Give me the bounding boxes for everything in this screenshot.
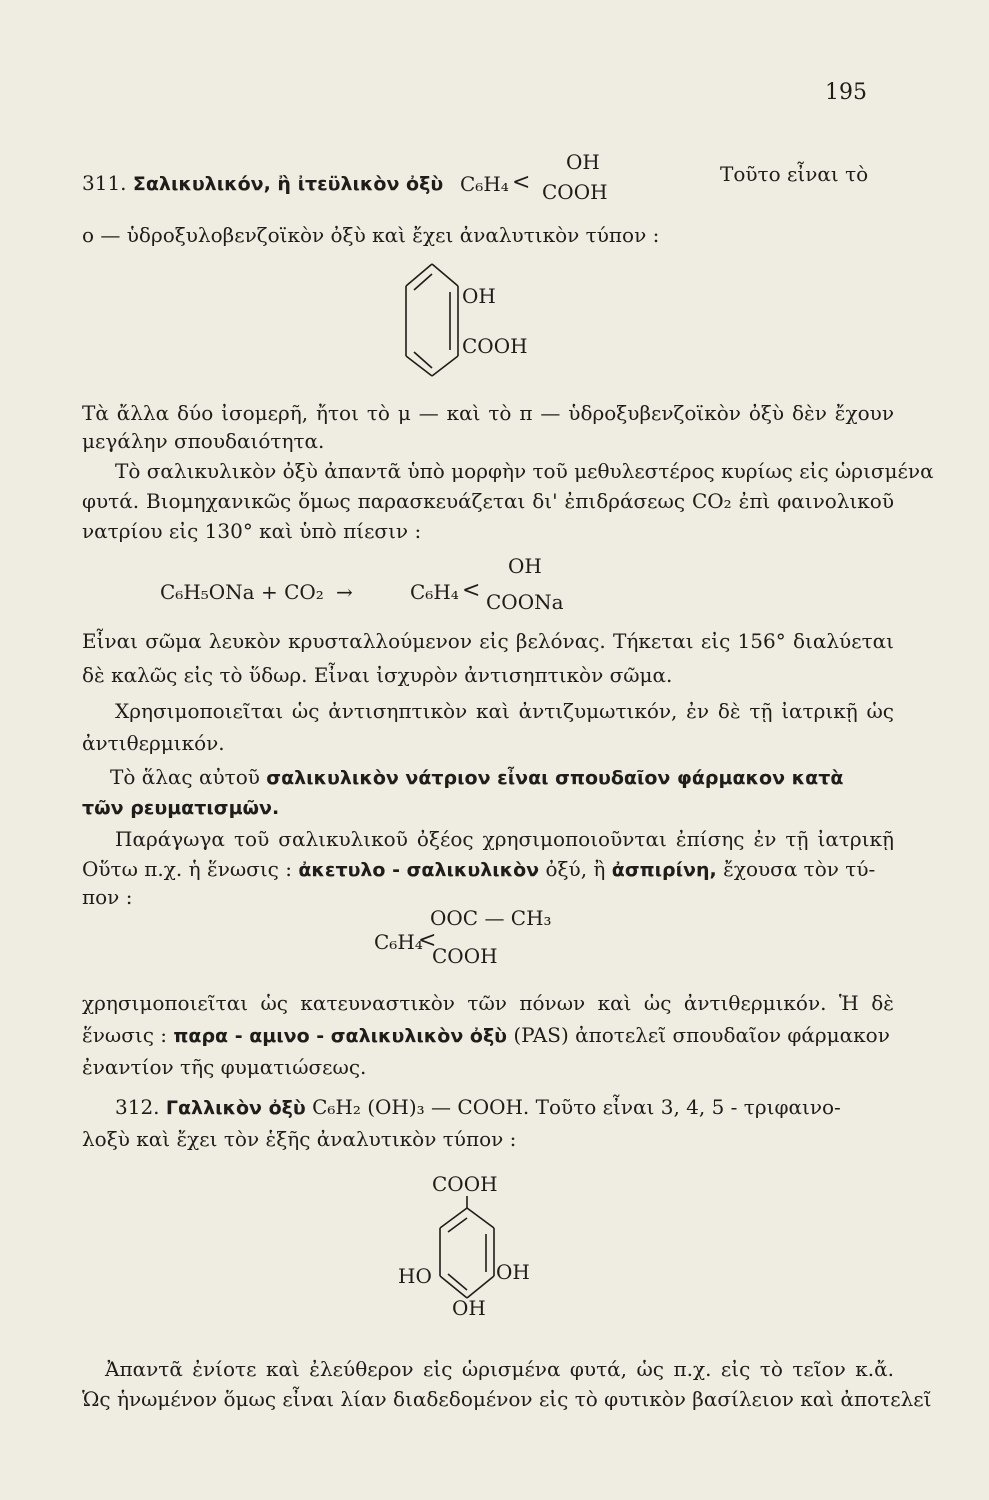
text-run: Οὕτω π.χ. ἡ ἕνωσις : bbox=[82, 857, 292, 881]
text-run: (PAS) ἀποτελεῖ σπουδαῖον φάρμακον bbox=[513, 1023, 890, 1047]
text-line bbox=[110, 764, 894, 791]
bold-run: παρα - αμινο - σαλικυλικὸν ὀξὺ bbox=[173, 1025, 508, 1047]
text-run: ἕνωσις : bbox=[82, 1023, 167, 1047]
bold-run: ἀκετυλο - σαλικυλικὸν bbox=[298, 859, 540, 881]
heading-after: Τοῦτο εἶναι 3, 4, 5 - τριφαινο- bbox=[535, 1095, 841, 1119]
gallic-oh-right: OH bbox=[496, 1260, 530, 1284]
equation-left: C₆H₅ONa + CO₂ bbox=[160, 580, 324, 604]
aspirin-bottom: COOH bbox=[432, 944, 498, 968]
section-title: Γαλλικὸν ὀξὺ bbox=[165, 1097, 306, 1119]
text-line: o — ὑδροξυλοβενζοϊκὸν ὀξὺ καὶ ἔχει ἀναλυτικὸν τύπον : bbox=[82, 223, 660, 247]
text-line: Ὡς ἡνωμένον ὅμως εἶναι λίαν διαδεδομένον εἰς τὸ φυτικὸν βασίλειον καὶ ἀποτελεῖ bbox=[82, 1387, 932, 1411]
text-line: ἀντιθερμικόν. bbox=[82, 731, 225, 755]
aspirin-top: OOC — CH₃ bbox=[430, 906, 552, 930]
ring-cooh: COOH bbox=[462, 334, 528, 358]
section-312-heading bbox=[115, 1094, 894, 1121]
equation-arrow: → bbox=[336, 580, 353, 604]
bold-run: σαλικυλικὸν νάτριον εἶναι σπουδαῖον φάρμακον κατὰ bbox=[266, 767, 844, 789]
text-line: χρησιμοποιεῖται ὡς κατευναστικὸν τῶν πόνων καὶ ὡς ἀντιθερμικόν. Ἡ δὲ bbox=[82, 991, 894, 1015]
text-line bbox=[82, 856, 894, 883]
aspirin-prefix: C₆H₄ bbox=[374, 930, 423, 954]
text-run: ὀξύ, ἢ bbox=[545, 857, 606, 881]
text-line: λοξὺ καὶ ἔχει τὸν ἑξῆς ἀναλυτικὸν τύπον : bbox=[82, 1127, 517, 1151]
text-line: φυτά. Βιομηχανικῶς ὅμως παρασκευάζεται δι' ἐπιδράσεως CO₂ ἐπὶ φαινολικοῦ bbox=[82, 489, 894, 513]
text-line: μεγάλην σπουδαιότητα. bbox=[82, 429, 325, 453]
text-line bbox=[82, 1022, 894, 1049]
formula-oh: OH bbox=[566, 150, 600, 174]
text-line: δὲ καλῶς εἰς τὸ ὕδωρ. Εἶναι ἰσχυρὸν ἀντισηπτικὸν σῶμα. bbox=[82, 663, 673, 687]
gallic-ho: HO bbox=[398, 1264, 432, 1288]
equation-coona: COONa bbox=[486, 590, 564, 614]
formula-prefix: C₆H₄ bbox=[460, 172, 509, 196]
section-title: Σαλικυλικόν, ἢ ἰτεϋλικὸν ὀξὺ bbox=[132, 173, 444, 195]
gallic-oh-bottom: OH bbox=[452, 1296, 486, 1320]
section-number: 311. bbox=[82, 171, 127, 195]
bracket-less-than: < bbox=[512, 170, 531, 195]
formula-cooh: COOH bbox=[542, 180, 608, 204]
text-line: Ἀπαντᾶ ἐνίοτε καὶ ἐλεύθερον εἰς ὡρισμένα φυτά, ὡς π.χ. εἰς τὸ τεῖον κ.ἄ. bbox=[105, 1357, 894, 1381]
text-line: νατρίου εἰς 130° καὶ ὑπὸ πίεσιν : bbox=[82, 519, 422, 543]
bold-run: τῶν ρευματισμῶν. bbox=[82, 797, 280, 819]
text-line: Χρησιμοποιεῖται ὡς ἀντισηπτικὸν καὶ ἀντιζυμωτικόν, ἐν δὲ τῇ ἰατρικῇ ὡς bbox=[115, 699, 894, 723]
text-line: ἐναντίον τῆς φυματιώσεως. bbox=[82, 1055, 367, 1079]
text-run: Τὸ ἅλας αὐτοῦ bbox=[110, 765, 260, 789]
gallic-cooh: COOH bbox=[432, 1172, 498, 1196]
text-line: πον : bbox=[82, 885, 133, 909]
page-number: 195 bbox=[825, 80, 867, 105]
text-line: Τὰ ἄλλα δύο ἰσομερῆ, ἤτοι τὸ μ — καὶ τὸ π — ὑδροξυβενζοϊκὸν ὀξὺ δὲν ἔχουν bbox=[82, 401, 894, 425]
equation-oh: OH bbox=[508, 554, 542, 578]
text-run: ἔχουσα τὸν τύ- bbox=[723, 857, 876, 881]
bracket-less-than: < bbox=[418, 928, 437, 953]
bracket-less-than: < bbox=[462, 578, 481, 603]
ring-oh: OH bbox=[462, 284, 496, 308]
section-number: 312. bbox=[115, 1095, 160, 1119]
text-line: Παράγωγα τοῦ σαλικυλικοῦ ὀξέος χρησιμοποιοῦνται ἐπίσης ἐν τῇ ἰατρικῇ bbox=[115, 827, 894, 851]
benzene-ring-salicylic bbox=[400, 258, 470, 380]
equation-right: C₆H₄ bbox=[410, 580, 459, 604]
heading-after: Τοῦτο εἶναι τὸ bbox=[720, 162, 869, 186]
text-line: Εἶναι σῶμα λευκὸν κρυσταλλούμενον εἰς βελόνας. Τήκεται εἰς 156° διαλύεται bbox=[82, 629, 894, 653]
text-line: Τὸ σαλικυλικὸν ὀξὺ ἀπαντᾶ ὑπὸ μορφὴν τοῦ μεθυλεστέρος κυρίως εἰς ὡρισμένα bbox=[115, 459, 934, 483]
section-formula: C₆H₂ (OH)₃ — COOH. bbox=[312, 1095, 530, 1119]
benzene-ring-gallic bbox=[432, 1196, 502, 1310]
text-line bbox=[82, 794, 894, 821]
bold-run: ἀσπιρίνη, bbox=[611, 859, 717, 881]
